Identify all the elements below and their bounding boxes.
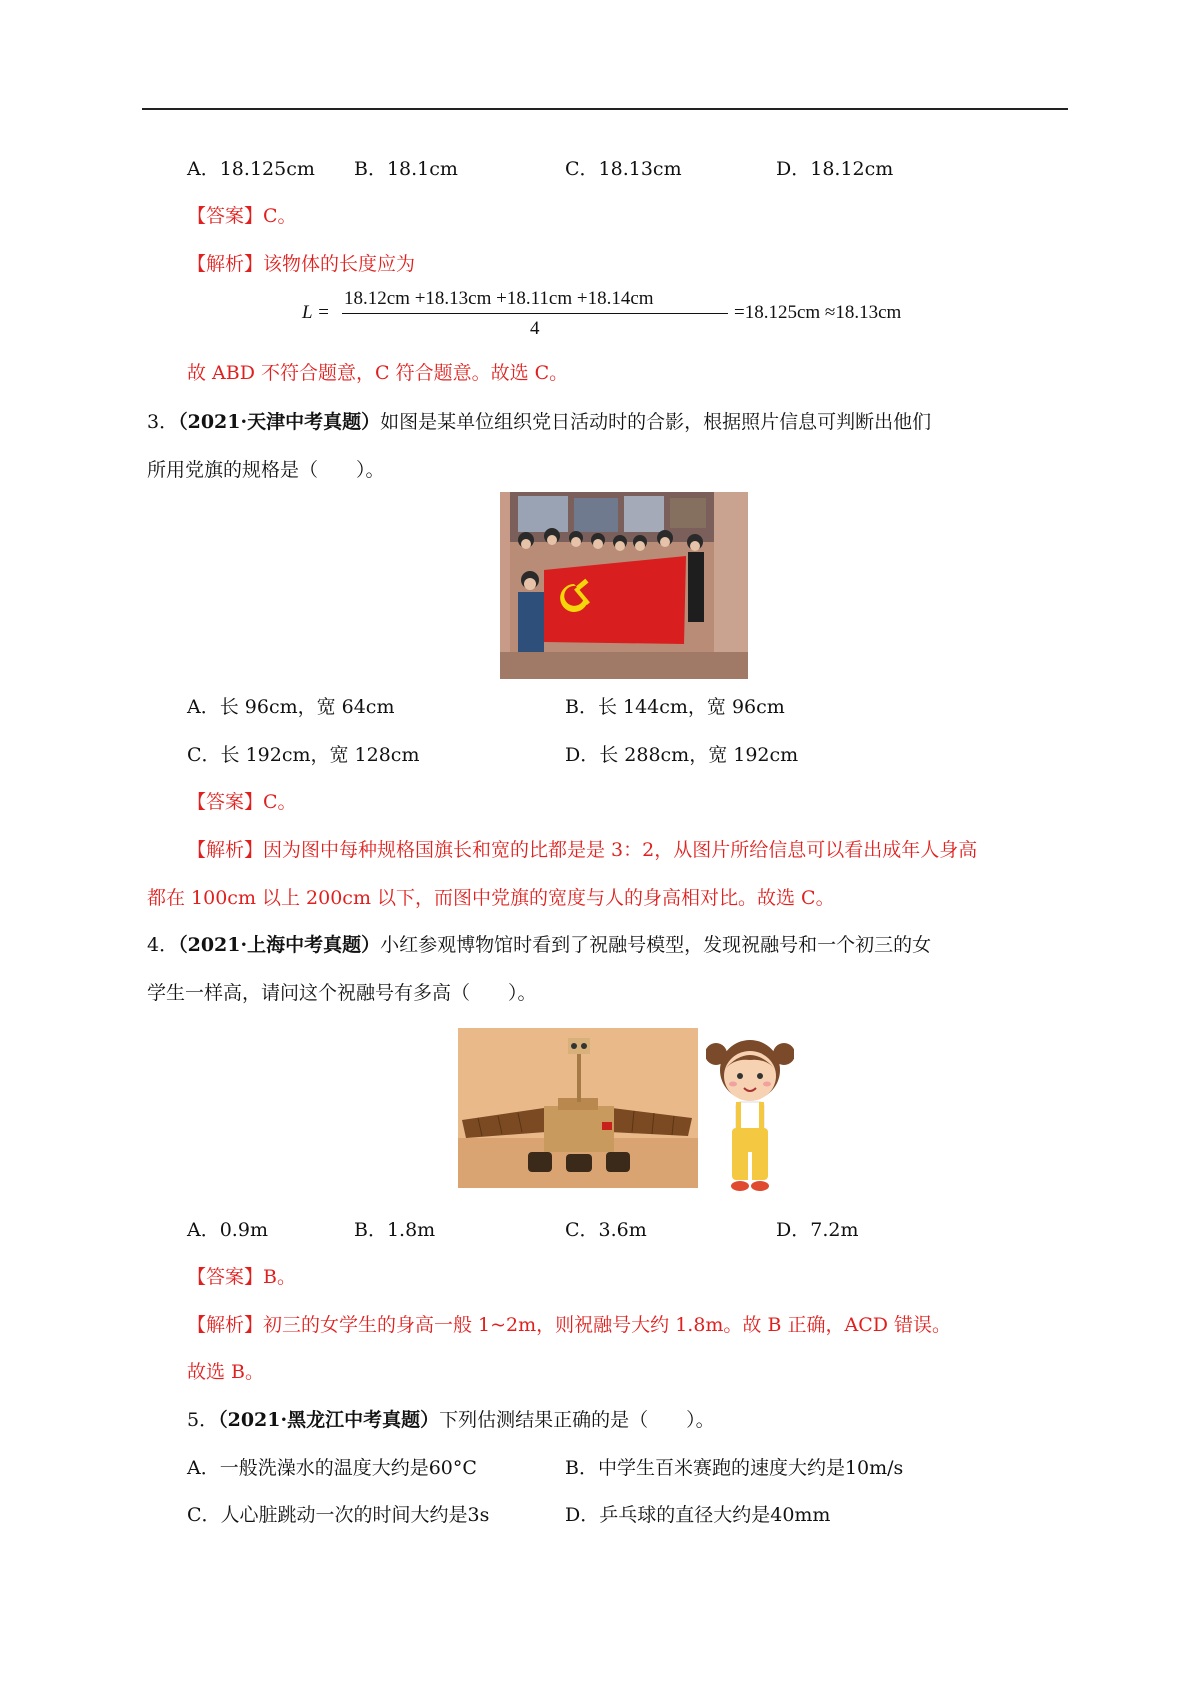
formula-rhs: =18.125cm ≈18.13cm bbox=[734, 302, 902, 323]
q3-option-b: B．长 144cm，宽 96cm bbox=[565, 696, 785, 718]
q5-option-b: B．中学生百米赛跑的速度大约是10m/s bbox=[565, 1457, 904, 1479]
q4-option-c: C．3.6m bbox=[565, 1219, 647, 1241]
q4-number: 4． bbox=[147, 934, 179, 956]
q3-number: 3． bbox=[147, 411, 179, 433]
formula-numerator: 18.12cm +18.13cm +18.11cm +18.14cm bbox=[344, 288, 654, 309]
party-flag bbox=[544, 556, 686, 644]
q3-analysis-line1: 【解析】因为图中每种规格国旗长和宽的比都是是 3：2，从图片所给信息可以看出成年人身高 bbox=[187, 839, 978, 861]
q2-option-d: D．18.12cm bbox=[776, 158, 894, 180]
q3-option-c: C．长 192cm，宽 128cm bbox=[187, 744, 420, 766]
q4-question-line1 bbox=[147, 932, 931, 958]
q3-answer: 【答案】C。 bbox=[187, 791, 297, 813]
q4-source: （2021·上海中考真题） bbox=[178, 934, 381, 956]
q5-source: （2021·黑龙江中考真题） bbox=[218, 1409, 440, 1431]
q2-option-c: C．18.13cm bbox=[565, 158, 682, 180]
q4-text: 小红参观博物馆时看到了祝融号模型，发现祝融号和一个初三的女 bbox=[380, 934, 932, 956]
q3-question-line2: 所用党旗的规格是（ ）。 bbox=[147, 459, 385, 481]
q4-analysis-line2: 故选 B。 bbox=[187, 1361, 265, 1383]
girl-student-illustration bbox=[706, 1032, 794, 1194]
zhurong-rover-photo bbox=[458, 1028, 698, 1188]
header-rule bbox=[142, 108, 1068, 110]
q5-number: 5． bbox=[187, 1409, 219, 1431]
q2-option-a: A．18.125cm bbox=[187, 158, 315, 180]
q4-answer: 【答案】B。 bbox=[187, 1266, 296, 1288]
q5-option-c: C．人心脏跳动一次的时间大约是3s bbox=[187, 1504, 490, 1526]
q4-option-b: B．1.8m bbox=[354, 1219, 436, 1241]
q3-question-line1 bbox=[147, 409, 931, 435]
formula-lhs: L = bbox=[302, 302, 330, 323]
q2-option-b: B．18.1cm bbox=[354, 158, 458, 180]
q3-text: 如图是某单位组织党日活动时的合影，根据照片信息可判断出他们 bbox=[380, 411, 932, 433]
q4-analysis-line1: 【解析】初三的女学生的身高一般 1~2m，则祝融号大约 1.8m。故 B 正确，ACD 错误。 bbox=[187, 1314, 952, 1336]
q4-option-a: A．0.9m bbox=[187, 1219, 268, 1241]
q4-question-line2: 学生一样高，请问这个祝融号有多高（ ）。 bbox=[147, 982, 537, 1004]
q2-conclusion: 故 ABD 不符合题意，C 符合题意。故选 C。 bbox=[187, 362, 569, 384]
party-flag-photo bbox=[500, 492, 748, 679]
fraction-bar bbox=[342, 313, 728, 314]
q5-option-a: A．一般洗澡水的温度大约是60°C bbox=[187, 1457, 477, 1479]
q2-formula bbox=[302, 288, 962, 348]
q5-text: 下列估测结果正确的是（ ）。 bbox=[439, 1409, 715, 1431]
q3-source: （2021·天津中考真题） bbox=[178, 411, 381, 433]
q2-answer: 【答案】C。 bbox=[187, 205, 297, 227]
q2-analysis: 【解析】该物体的长度应为 bbox=[187, 253, 416, 275]
q5-question bbox=[187, 1407, 715, 1433]
q5-option-d: D．乒乓球的直径大约是40mm bbox=[565, 1504, 831, 1526]
q3-option-d: D．长 288cm，宽 192cm bbox=[565, 744, 799, 766]
formula-denominator: 4 bbox=[530, 318, 540, 339]
q3-option-a: A．长 96cm，宽 64cm bbox=[187, 696, 395, 718]
q4-option-d: D．7.2m bbox=[776, 1219, 859, 1241]
q3-analysis-line2: 都在 100cm 以上 200cm 以下，而图中党旗的宽度与人的身高相对比。故选 C。 bbox=[147, 887, 835, 909]
